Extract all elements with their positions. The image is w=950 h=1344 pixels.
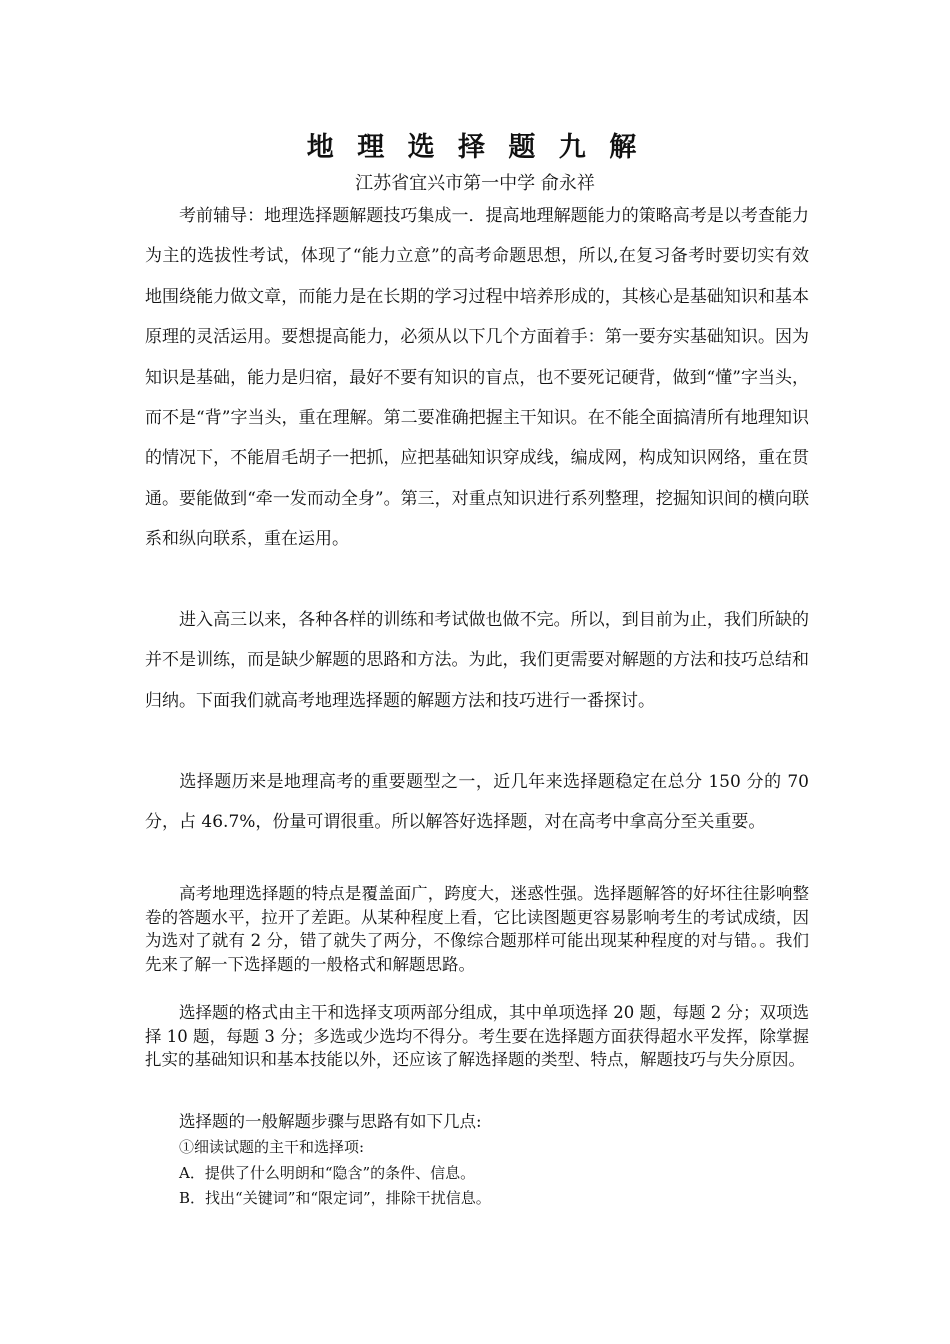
document-title: 地 理 选 择 题 九 解: [306, 132, 644, 163]
paragraph-text: 考前辅导：地理选择题解题技巧集成一．提高地理解题能力的策略高考是以考查能力为主的选拔性考试，体现了“能力立意”的高考命题思想，所以,在复习备考时要切实有效地围绕能力做文章，而能力是在长期的学习过程中培养形成的，其核心是基础知识和基本原理的灵活运用。要想提高能力，必须从以下几个方面着手：第一要夯实基础知识。因为知识是基础，能力是归宿，最好不要有知识的盲点，也不要死记硬背，做到“懂”字当头，而不是“背”字当头，重在理解。第二要准确把握主干知识。在不能全面搞清所有地理知识的情况下，不能眉毛胡子一把抓，应把基础知识穿成线，编成网，构成知识网络，重在贯通。要能做到“牵一发而动全身”。第三，对重点知识进行系列整理，挖掘知识间的横向联系和纵向联系，重在运用。: [145, 206, 809, 550]
paragraph-6: [145, 1110, 809, 1134]
paragraph-text: 高考地理选择题的特点是覆盖面广，跨度大，迷惑性强。选择题解答的好坏往往影响整卷的答题水平，拉开了差距。从某种程度上看，它比读图题更容易影响考生的考试成绩，因为选对了就有 2 分，错了就失了两分，不像综合题那样可能出现某种程度的对与错。。我们先来了解一下选择题的一般格式和解题思路。: [145, 884, 809, 974]
list-item: B．找出“关键词”和“限定词”，排除干扰信息。: [179, 1189, 491, 1207]
paragraph-5: [145, 1001, 809, 1072]
paragraph-1: [145, 196, 809, 560]
paragraph-2: [145, 600, 809, 721]
paragraph-4: [145, 882, 809, 976]
paragraph-text: 进入高三以来，各种各样的训练和考试做也做不完。所以，到目前为止，我们所缺的并不是训练，而是缺少解题的思路和方法。为此，我们更需要对解题的方法和技巧总结和归纳。下面我们就高考地理选择题的解题方法和技巧进行一番探讨。: [145, 610, 809, 711]
list-item: A．提供了什么明朗和“隐含”的条件、信息。: [179, 1164, 476, 1182]
paragraph-3: [145, 762, 809, 843]
paragraph-text: 选择题的一般解题步骤与思路有如下几点:: [179, 1112, 482, 1131]
paragraph-text: 选择题的格式由主干和选择支项两部分组成，其中单项选择 20 题，每题 2 分；双项选择 10 题，每题 3 分；多选或少选均不得分。考生要在选择题方面获得超水平发挥，除掌握扎实的基础知识和基本技能以外，还应该了解选择题的类型、特点，解题技巧与失分原因。: [145, 1003, 809, 1070]
list-item: ①细读试题的主干和选择项:: [179, 1138, 365, 1156]
author-line: 江苏省宜兴市第一中学 俞永祥: [355, 173, 595, 194]
paragraph-text: 选择题历来是地理高考的重要题型之一，近几年来选择题稳定在总分 150 分的 70 分，占 46.7%，份量可谓很重。所以解答好选择题，对在高考中拿高分至关重要。: [145, 772, 809, 833]
